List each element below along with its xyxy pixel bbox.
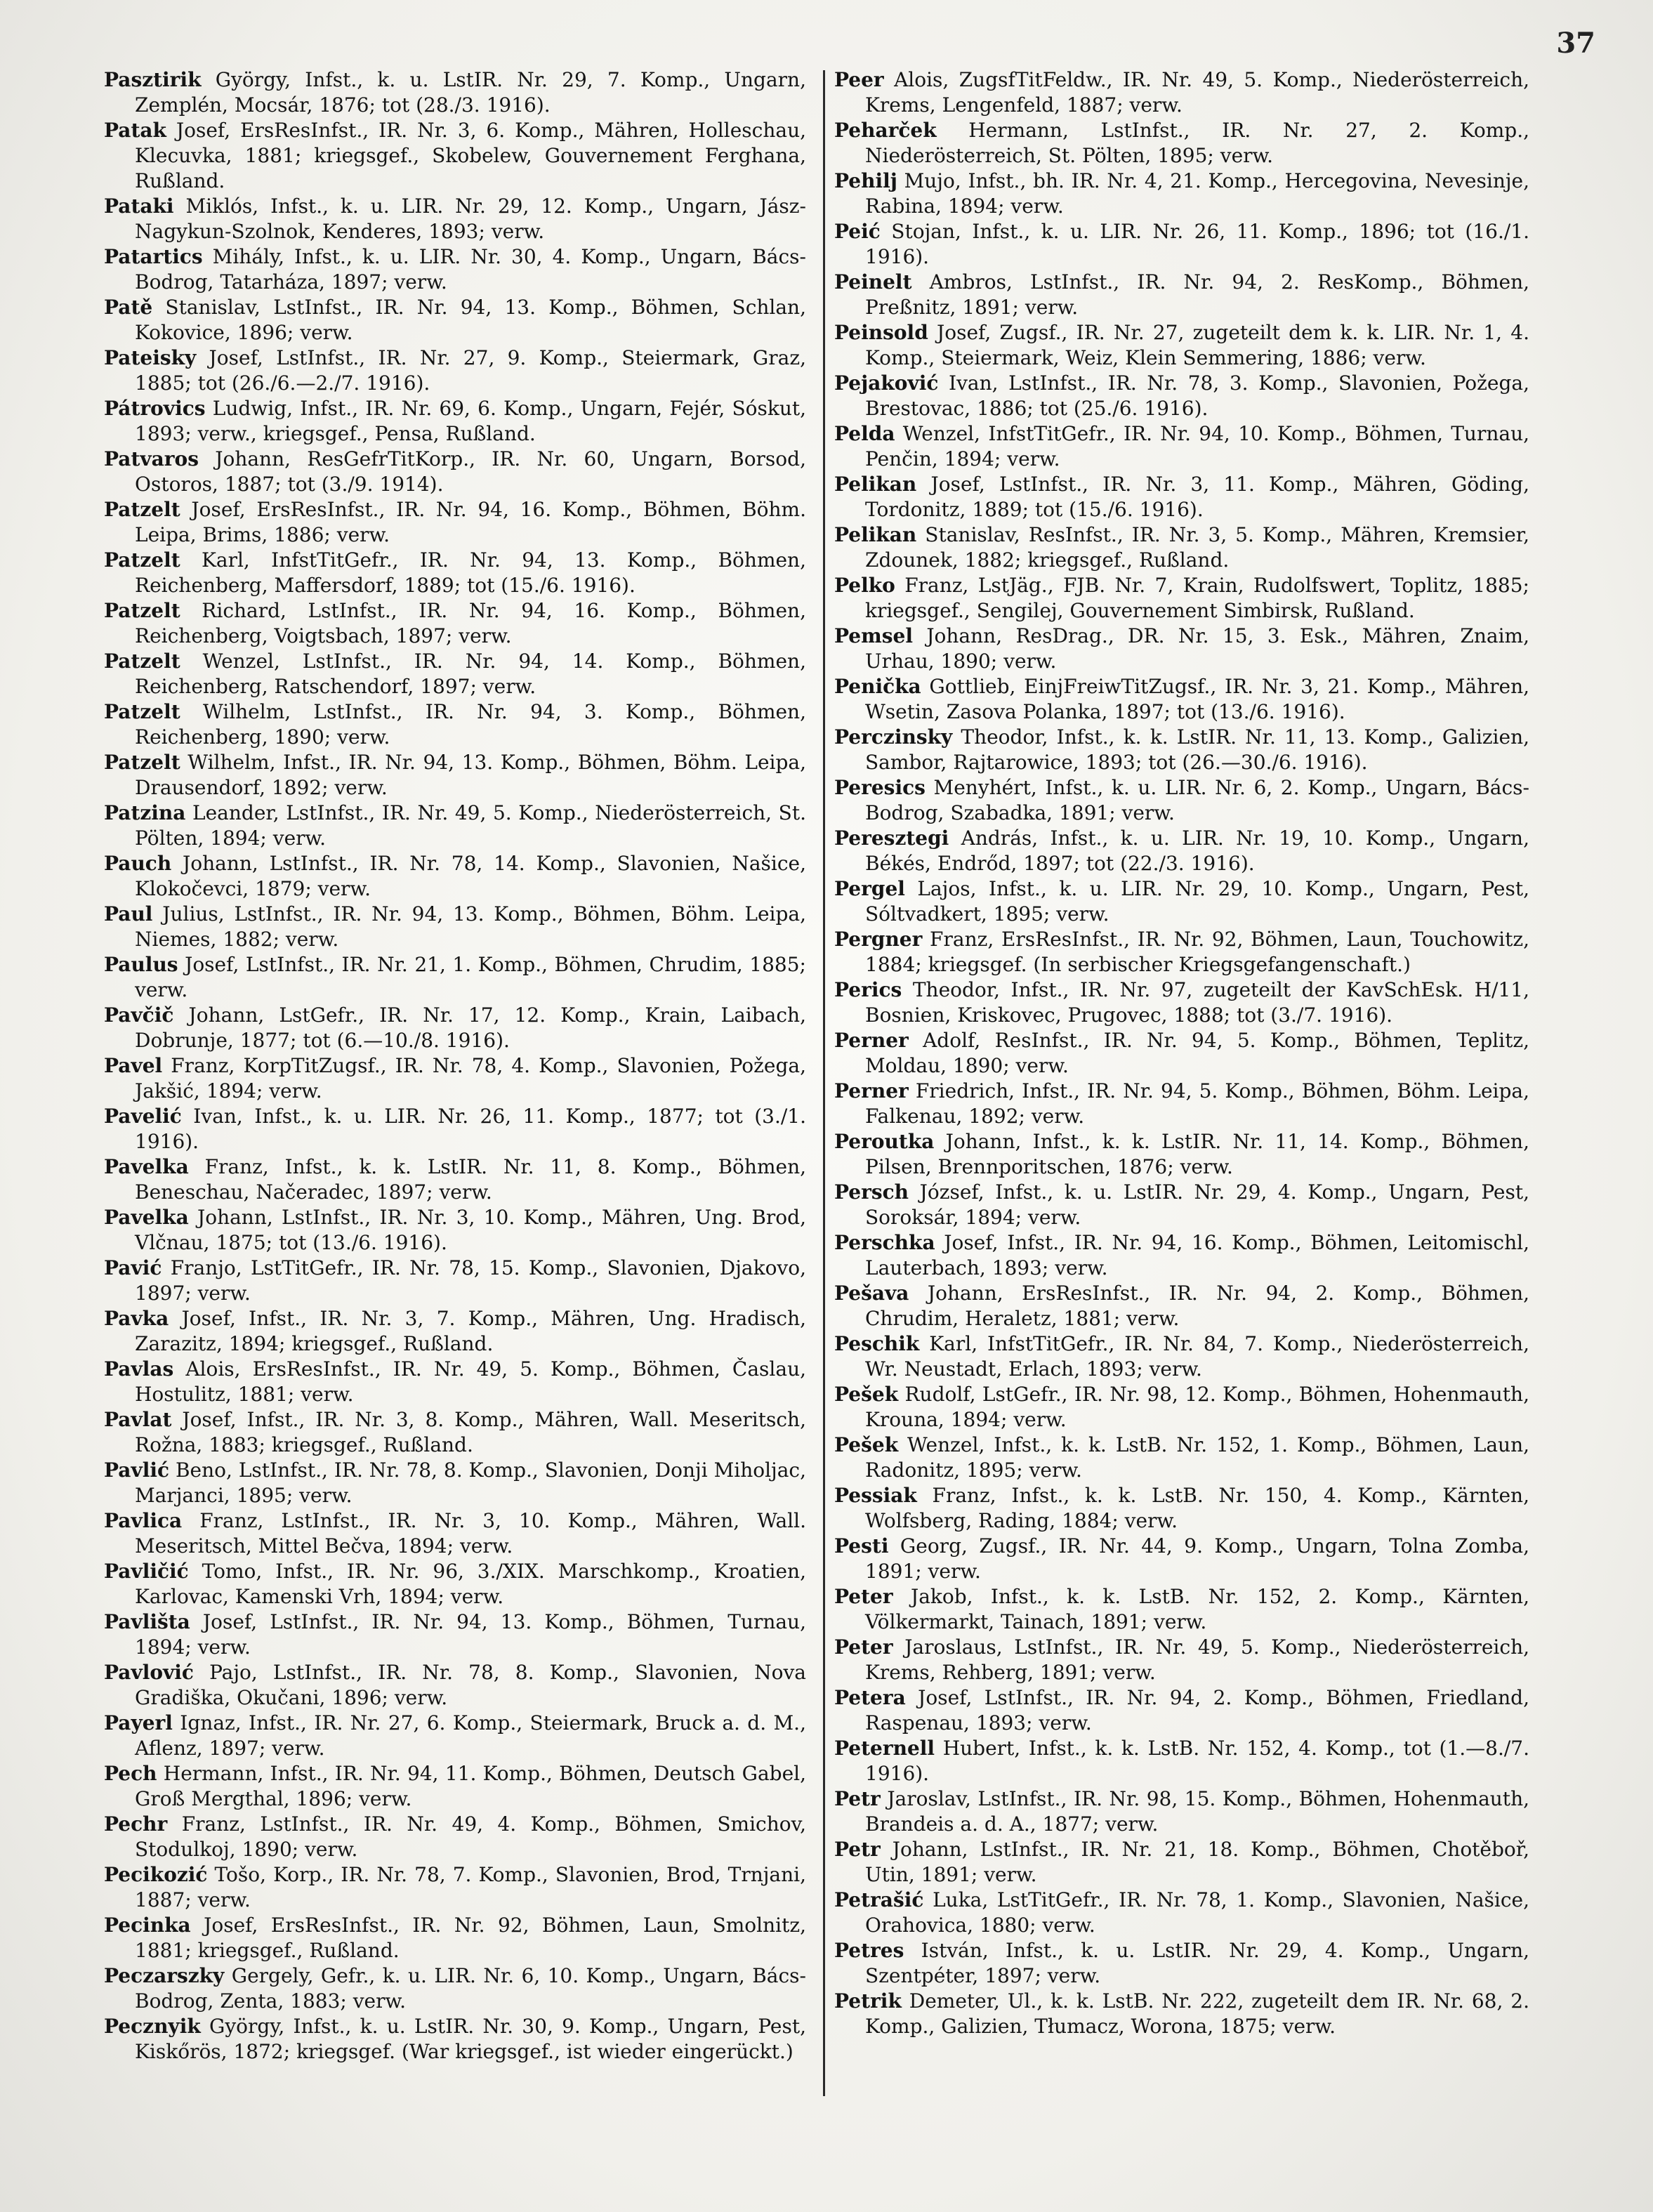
entry-details: Wilhelm, Infst., IR. Nr. 94, 13. Komp., Böhmen, Böhm. Leipa, Drausendorf, 1892; verw.: [135, 751, 806, 799]
list-entry: [104, 1559, 806, 1609]
entry-details: Hubert, Infst., k. k. LstB. Nr. 152, 4. Komp., tot (1.—8./7. 1916).: [865, 1737, 1529, 1785]
entry-surname: Patzelt: [104, 650, 180, 673]
entry-details: Tošo, Korp., IR. Nr. 78, 7. Komp., Slavonien, Brod, Trnjani, 1887; verw.: [135, 1863, 806, 1911]
entry-surname: Petr: [834, 1838, 881, 1861]
entry-surname: Pech: [104, 1762, 157, 1785]
entry-details: József, Infst., k. u. LstIR. Nr. 29, 4. Komp., Ungarn, Pest, Soroksár, 1894; verw.: [865, 1180, 1529, 1229]
entry-surname: Patzelt: [104, 700, 180, 723]
list-entry: [834, 1989, 1529, 2039]
entry-surname: Peinsold: [834, 321, 928, 344]
entry-surname: Pelko: [834, 574, 895, 597]
list-entry: [834, 674, 1529, 725]
entry-surname: Perner: [834, 1029, 909, 1052]
entry-surname: Patzina: [104, 801, 186, 824]
list-entry: [104, 118, 806, 194]
entry-details: György, Infst., k. u. LstIR. Nr. 29, 7. Komp., Ungarn, Zemplén, Mocsár, 1876; tot (28./3. 1916).: [135, 68, 806, 117]
list-entry: [834, 1433, 1529, 1483]
list-entry: [834, 1534, 1529, 1584]
list-entry: [834, 1281, 1529, 1331]
entry-surname: Pecznyik: [104, 2015, 201, 2038]
entry-details: Ludwig, Infst., IR. Nr. 69, 6. Komp., Ungarn, Fejér, Sóskut, 1893; verw., kriegsgef., Pensa, Rußland.: [135, 397, 806, 445]
list-entry: [834, 1938, 1529, 1989]
list-entry: [834, 1180, 1529, 1230]
entry-surname: Peinelt: [834, 270, 912, 294]
entry-details: Josef, LstInfst., IR. Nr. 3, 11. Komp., Mähren, Göding, Tordonitz, 1889; tot (15./6. 1916).: [865, 473, 1529, 521]
entry-details: Mihály, Infst., k. u. LIR. Nr. 30, 4. Komp., Ungarn, Bács-Bodrog, Tatarháza, 1897; verw.: [135, 245, 806, 294]
entry-details: Hermann, Infst., IR. Nr. 94, 11. Komp., Böhmen, Deutsch Gabel, Groß Mergthal, 1896; verw.: [135, 1762, 806, 1810]
list-entry: [104, 1660, 806, 1711]
list-entry: [834, 573, 1529, 624]
list-entry: [834, 1129, 1529, 1180]
entry-details: Julius, LstInfst., IR. Nr. 94, 13. Komp., Böhmen, Böhm. Leipa, Niemes, 1882; verw.: [135, 902, 806, 951]
list-entry: [834, 472, 1529, 522]
entry-details: Rudolf, LstGefr., IR. Nr. 98, 12. Komp., Böhmen, Hohenmauth, Krouna, 1894; verw.: [865, 1383, 1529, 1431]
entry-details: Johann, LstInfst., IR. Nr. 21, 18. Komp., Böhmen, Chotěboř, Utin, 1891; verw.: [865, 1838, 1529, 1886]
entry-surname: Peternell: [834, 1737, 935, 1760]
entry-details: Josef, LstInfst., IR. Nr. 94, 2. Komp., Böhmen, Friedland, Raspenau, 1893; verw.: [865, 1686, 1529, 1734]
list-entry: [104, 1205, 806, 1256]
column-divider: [823, 70, 825, 2096]
entry-surname: Patak: [104, 119, 166, 142]
entry-surname: Penička: [834, 675, 921, 698]
list-entry: [104, 1357, 806, 1407]
list-entry: [104, 902, 806, 952]
entry-details: Menyhért, Infst., k. u. LIR. Nr. 6, 2. Komp., Ungarn, Bács-Bodrog, Szabadka, 1891; verw.: [865, 776, 1529, 824]
list-entry: [834, 977, 1529, 1028]
list-entry: [104, 295, 806, 345]
list-entry: [834, 67, 1529, 118]
list-entry: [834, 624, 1529, 674]
entry-details: Josef, ErsResInfst., IR. Nr. 92, Böhmen, Laun, Smolnitz, 1881; kriegsgef., Rußland.: [135, 1914, 806, 1962]
entry-details: György, Infst., k. u. LstIR. Nr. 30, 9. Komp., Ungarn, Pest, Kiskőrös, 1872; kriegsgef. (War kriegsgef., ist wieder eingerückt.): [135, 2015, 806, 2063]
entry-surname: Pemsel: [834, 624, 913, 647]
entry-details: Gottlieb, EinjFreiwTitZugsf., IR. Nr. 3, 21. Komp., Mähren, Wsetin, Zasova Polanka, 1897; tot (13./6. 1916).: [865, 675, 1529, 723]
entry-details: Johann, ErsResInfst., IR. Nr. 94, 2. Komp., Böhmen, Chrudim, Heraletz, 1881; verw.: [865, 1282, 1529, 1330]
entry-details: Theodor, Infst., IR. Nr. 97, zugeteilt der KavSchEsk. H/11, Bosnien, Kriskovec, Prugovec, 1888; tot (3./7. 1916).: [865, 978, 1529, 1027]
page-number: 37: [1556, 27, 1595, 60]
entry-surname: Pešava: [834, 1282, 909, 1305]
entry-details: Josef, ErsResInfst., IR. Nr. 3, 6. Komp., Mähren, Holleschau, Klecuvka, 1881; kriegsgef., Skobelew, Gouvernement Ferghana, Rußland.: [135, 119, 806, 192]
list-entry: [834, 1382, 1529, 1433]
list-entry: [104, 952, 806, 1003]
list-entry: [834, 118, 1529, 169]
entry-details: Jakob, Infst., k. k. LstB. Nr. 152, 2. Komp., Kärnten, Völkermarkt, Tainach, 1891; verw.: [865, 1585, 1529, 1633]
right-column: [834, 67, 1529, 2146]
list-entry: [834, 1483, 1529, 1534]
entry-details: Luka, LstTitGefr., IR. Nr. 78, 1. Komp., Slavonien, Našice, Orahovica, 1880; verw.: [865, 1888, 1529, 1937]
list-entry: [104, 2014, 806, 2065]
entry-details: Alois, ErsResInfst., IR. Nr. 49, 5. Komp., Böhmen, Časlau, Hostulitz, 1881; verw.: [135, 1357, 806, 1406]
entry-surname: Patvaros: [104, 447, 199, 470]
list-entry: [104, 396, 806, 447]
entry-surname: Pelda: [834, 422, 895, 445]
entry-details: Johann, LstGefr., IR. Nr. 17, 12. Komp., Krain, Laibach, Dobrunje, 1877; tot (6.—10./8. 1916).: [135, 1003, 806, 1052]
list-entry: [104, 345, 806, 396]
entry-details: Ambros, LstInfst., IR. Nr. 94, 2. ResKomp., Böhmen, Preßnitz, 1891; verw.: [865, 270, 1529, 319]
list-entry: [104, 1256, 806, 1306]
entry-details: Richard, LstInfst., IR. Nr. 94, 16. Komp., Böhmen, Reichenberg, Voigtsbach, 1897; verw.: [135, 599, 806, 647]
entry-details: Josef, LstInfst., IR. Nr. 21, 1. Komp., Böhmen, Chrudim, 1885; verw.: [135, 953, 806, 1001]
list-entry: [104, 67, 806, 118]
list-entry: [104, 598, 806, 649]
list-entry: [104, 1963, 806, 2014]
entry-details: Johann, LstInfst., IR. Nr. 3, 10. Komp., Mähren, Ung. Brod, Vlčnau, 1875; tot (13./6. 1916).: [135, 1206, 806, 1254]
entry-details: Franz, LstInfst., IR. Nr. 3, 10. Komp., Mähren, Wall. Meseritsch, Mittel Bečva, 1894; verw.: [135, 1509, 806, 1558]
entry-surname: Pataki: [104, 195, 174, 218]
entry-surname: Pesti: [834, 1534, 889, 1558]
entry-details: Jaroslav, LstInfst., IR. Nr. 98, 15. Komp., Böhmen, Hohenmauth, Brandeis a. d. A., 1877; verw.: [865, 1787, 1529, 1836]
list-entry: [834, 522, 1529, 573]
list-entry: [834, 1837, 1529, 1888]
list-entry: [104, 750, 806, 801]
list-entry: [104, 447, 806, 497]
entry-details: Wilhelm, LstInfst., IR. Nr. 94, 3. Komp., Böhmen, Reichenberg, 1890; verw.: [135, 700, 806, 749]
entry-surname: Patzelt: [104, 548, 180, 572]
entry-surname: Pejaković: [834, 371, 939, 395]
entry-details: Theodor, Infst., k. k. LstIR. Nr. 11, 13. Komp., Galizien, Sambor, Rajtarowice, 1893; tot (26.—30./6. 1916).: [865, 725, 1529, 774]
entry-surname: Petres: [834, 1939, 904, 1962]
entry-details: Miklós, Infst., k. u. LIR. Nr. 29, 12. Komp., Ungarn, Jász-Nagykun-Szolnok, Kenderes, 1893; verw.: [135, 195, 806, 243]
entry-surname: Patzelt: [104, 751, 180, 774]
entry-surname: Perner: [834, 1079, 909, 1102]
entry-surname: Pelikan: [834, 523, 917, 546]
entry-surname: Petr: [834, 1787, 881, 1810]
entry-details: Mujo, Infst., bh. IR. Nr. 4, 21. Komp., Hercegovina, Nevesinje, Rabina, 1894; verw.: [865, 169, 1529, 218]
entry-surname: Pavlić: [104, 1459, 170, 1482]
entry-surname: Perics: [834, 978, 902, 1001]
entry-details: Franz, Infst., k. k. LstB. Nr. 150, 4. Komp., Kärnten, Wolfsberg, Rading, 1884; verw.: [865, 1484, 1529, 1532]
entry-details: Lajos, Infst., k. u. LIR. Nr. 29, 10. Komp., Ungarn, Pest, Sóltvadkert, 1895; verw.: [865, 877, 1529, 926]
entry-surname: Pessiak: [834, 1484, 917, 1507]
entry-details: Franjo, LstTitGefr., IR. Nr. 78, 15. Komp., Slavonien, Djakovo, 1897; verw.: [135, 1256, 806, 1305]
entry-details: Stanislav, ResInfst., IR. Nr. 3, 5. Komp., Mähren, Kremsier, Zdounek, 1882; kriegsgef., Rußland.: [865, 523, 1529, 572]
list-entry: [104, 851, 806, 902]
list-entry: [104, 1609, 806, 1660]
entry-surname: Pavlat: [104, 1408, 172, 1431]
entry-details: Ignaz, Infst., IR. Nr. 27, 6. Komp., Steiermark, Bruck a. d. M., Aflenz, 1897; verw.: [135, 1711, 806, 1760]
entry-surname: Pavelka: [104, 1206, 189, 1229]
entry-surname: Patzelt: [104, 498, 180, 521]
entry-surname: Pehilj: [834, 169, 897, 192]
list-entry: [834, 219, 1529, 270]
entry-surname: Peschik: [834, 1332, 920, 1355]
list-entry: [834, 320, 1529, 371]
entry-details: Friedrich, Infst., IR. Nr. 94, 5. Komp., Böhmen, Böhm. Leipa, Falkenau, 1892; verw.: [865, 1079, 1529, 1128]
list-entry: [104, 1508, 806, 1559]
entry-surname: Pešek: [834, 1433, 899, 1456]
list-entry: [104, 1154, 806, 1205]
entry-surname: Pasztirik: [104, 68, 202, 91]
list-entry: [834, 1736, 1529, 1786]
list-entry: [104, 1053, 806, 1104]
entry-surname: Pauch: [104, 852, 172, 875]
entry-surname: Patzelt: [104, 599, 180, 622]
entry-details: Karl, InfstTitGefr., IR. Nr. 84, 7. Komp., Niederösterreich, Wr. Neustadt, Erlach, 1893; verw.: [865, 1332, 1529, 1381]
list-entry: [104, 1104, 806, 1154]
entry-details: Johann, Infst., k. k. LstIR. Nr. 11, 14. Komp., Böhmen, Pilsen, Brennporitschen, 1876; verw.: [865, 1130, 1529, 1178]
entry-details: Ivan, Infst., k. u. LIR. Nr. 26, 11. Komp., 1877; tot (3./1. 1916).: [135, 1105, 806, 1153]
entry-surname: Pavlišta: [104, 1610, 190, 1633]
entry-surname: Pecikozić: [104, 1863, 208, 1886]
entry-details: Beno, LstInfst., IR. Nr. 78, 8. Komp., Slavonien, Donji Miholjac, Marjanci, 1895; verw.: [135, 1459, 806, 1507]
entry-details: Josef, Infst., IR. Nr. 3, 8. Komp., Mähren, Wall. Meseritsch, Rožna, 1883; kriegsgef., Rußland.: [135, 1408, 806, 1456]
entry-details: Jaroslaus, LstInfst., IR. Nr. 49, 5. Komp., Niederösterreich, Krems, Rehberg, 1891; verw.: [865, 1635, 1529, 1684]
entry-details: Gergely, Gefr., k. u. LIR. Nr. 6, 10. Komp., Ungarn, Bács-Bodrog, Zenta, 1883; verw.: [135, 1964, 806, 2013]
entry-details: Josef, ErsResInfst., IR. Nr. 94, 16. Komp., Böhmen, Böhm. Leipa, Brims, 1886; verw.: [135, 498, 806, 546]
entry-surname: Paul: [104, 902, 153, 926]
list-entry: [834, 371, 1529, 421]
entry-details: Stanislav, LstInfst., IR. Nr. 94, 13. Komp., Böhmen, Schlan, Kokovice, 1896; verw.: [135, 296, 806, 344]
entry-details: Franz, KorpTitZugsf., IR. Nr. 78, 4. Komp., Slavonien, Požega, Jakšić, 1894; verw.: [135, 1054, 806, 1102]
list-entry: [104, 801, 806, 851]
entry-details: Josef, LstInfst., IR. Nr. 94, 13. Komp., Böhmen, Turnau, 1894; verw.: [135, 1610, 806, 1659]
entry-surname: Pavelić: [104, 1105, 182, 1128]
list-entry: [834, 270, 1529, 320]
entry-surname: Pavka: [104, 1307, 169, 1330]
entry-surname: Peczarszky: [104, 1964, 225, 1987]
entry-details: Johann, ResDrag., DR. Nr. 15, 3. Esk., Mähren, Znaim, Urhau, 1890; verw.: [865, 624, 1529, 673]
list-entry: [104, 699, 806, 750]
entry-details: András, Infst., k. u. LIR. Nr. 19, 10. Komp., Ungarn, Békés, Endrőd, 1897; tot (22./3. 1916).: [865, 827, 1529, 875]
entry-details: Franz, LstJäg., FJB. Nr. 7, Krain, Rudolfswert, Toplitz, 1885; kriegsgef., Sengilej, Gouvernement Simbirsk, Rußland.: [865, 574, 1529, 622]
list-entry: [104, 244, 806, 295]
list-entry: [104, 1862, 806, 1913]
entry-surname: Pavčič: [104, 1003, 174, 1027]
entry-details: Franz, Infst., k. k. LstIR. Nr. 11, 8. Komp., Böhmen, Beneschau, Načeradec, 1897; verw.: [135, 1155, 806, 1204]
entry-details: Wenzel, InfstTitGefr., IR. Nr. 94, 10. Komp., Böhmen, Turnau, Penčin, 1894; verw.: [865, 422, 1529, 470]
entry-details: Leander, LstInfst., IR. Nr. 49, 5. Komp., Niederösterreich, St. Pölten, 1894; verw.: [135, 801, 806, 850]
entry-surname: Peić: [834, 220, 881, 243]
entry-details: Wenzel, LstInfst., IR. Nr. 94, 14. Komp., Böhmen, Reichenberg, Ratschendorf, 1897; verw.: [135, 650, 806, 698]
list-entry: [834, 1888, 1529, 1938]
entry-details: Tomo, Infst., IR. Nr. 96, 3./XIX. Marschkomp., Kroatien, Karlovac, Kamenski Vrh, 1894; verw.: [135, 1560, 806, 1608]
list-entry: [834, 169, 1529, 219]
entry-surname: Pelikan: [834, 473, 917, 496]
entry-details: Karl, InfstTitGefr., IR. Nr. 94, 13. Komp., Böhmen, Reichenberg, Maffersdorf, 1889; tot (15./6. 1916).: [135, 548, 806, 597]
list-entry: [104, 1306, 806, 1357]
entry-details: Franz, ErsResInfst., IR. Nr. 92, Böhmen, Laun, Touchowitz, 1884; kriegsgef. (In serbischer Kriegsgefangenschaft.): [865, 928, 1529, 976]
list-entry: [104, 194, 806, 244]
entry-details: Georg, Zugsf., IR. Nr. 44, 9. Komp., Ungarn, Tolna Zomba, 1891; verw.: [865, 1534, 1529, 1583]
entry-surname: Peharček: [834, 119, 937, 142]
list-entry: [104, 1761, 806, 1812]
entry-details: Stojan, Infst., k. u. LIR. Nr. 26, 11. Komp., 1896; tot (16./1. 1916).: [865, 220, 1529, 268]
entry-details: Josef, Infst., IR. Nr. 3, 7. Komp., Mähren, Ung. Hradisch, Zarazitz, 1894; kriegsgef., Rußland.: [135, 1307, 806, 1355]
entry-surname: Petrik: [834, 1989, 902, 2013]
entry-surname: Pátrovics: [104, 397, 206, 420]
entry-details: Josef, Zugsf., IR. Nr. 27, zugeteilt dem k. k. LIR. Nr. 1, 4. Komp., Steiermark, Weiz, Klein Semmering, 1886; verw.: [865, 321, 1529, 369]
entry-surname: Pavel: [104, 1054, 163, 1077]
list-entry: [104, 1812, 806, 1862]
list-entry: [834, 1786, 1529, 1837]
entry-surname: Pecinka: [104, 1914, 191, 1937]
entry-surname: Pavlica: [104, 1509, 183, 1532]
entry-surname: Peter: [834, 1635, 893, 1659]
entry-surname: Persch: [834, 1180, 909, 1204]
entry-details: Pajo, LstInfst., IR. Nr. 78, 8. Komp., Slavonien, Nova Gradiška, Okučani, 1896; verw.: [135, 1661, 806, 1709]
entry-surname: Pergel: [834, 877, 905, 900]
entry-surname: Perczinsky: [834, 725, 953, 749]
entry-surname: Paulus: [104, 953, 178, 976]
list-entry: [104, 649, 806, 699]
list-entry: [834, 1685, 1529, 1736]
list-entry: [104, 548, 806, 598]
entry-surname: Peresics: [834, 776, 926, 799]
entry-surname: Peroutka: [834, 1130, 935, 1153]
entry-surname: Petrašić: [834, 1888, 924, 1911]
list-entry: [834, 775, 1529, 826]
list-entry: [834, 927, 1529, 977]
entry-details: Demeter, Ul., k. k. LstB. Nr. 222, zugeteilt dem IR. Nr. 68, 2. Komp., Galizien, Tłumacz, Worona, 1875; verw.: [865, 1989, 1529, 2038]
entry-details: Johann, LstInfst., IR. Nr. 78, 14. Komp., Slavonien, Našice, Klokočevci, 1879; verw.: [135, 852, 806, 900]
entry-surname: Pavličić: [104, 1560, 189, 1583]
list-entry: [104, 1407, 806, 1458]
entry-details: Adolf, ResInfst., IR. Nr. 94, 5. Komp., Böhmen, Teplitz, Moldau, 1890; verw.: [865, 1029, 1529, 1077]
entry-surname: Peter: [834, 1585, 893, 1608]
list-entry: [104, 497, 806, 548]
entry-details: István, Infst., k. u. LstIR. Nr. 29, 4. Komp., Ungarn, Szentpéter, 1897; verw.: [865, 1939, 1529, 1987]
list-entry: [834, 725, 1529, 775]
entry-details: Hermann, LstInfst., IR. Nr. 27, 2. Komp., Niederösterreich, St. Pölten, 1895; verw.: [865, 119, 1529, 167]
list-entry: [834, 421, 1529, 472]
entry-surname: Pateisky: [104, 346, 197, 369]
entry-details: Franz, LstInfst., IR. Nr. 49, 4. Komp., Böhmen, Smichov, Stodulkoj, 1890; verw.: [135, 1812, 806, 1861]
entry-surname: Pergner: [834, 928, 923, 951]
entry-surname: Pavelka: [104, 1155, 189, 1178]
list-entry: [834, 826, 1529, 876]
entry-details: Ivan, LstInfst., IR. Nr. 78, 3. Komp., Slavonien, Požega, Brestovac, 1886; tot (25./6. 1916).: [865, 371, 1529, 420]
entry-surname: Peer: [834, 68, 884, 91]
entry-surname: Petera: [834, 1686, 906, 1709]
list-entry: [104, 1711, 806, 1761]
list-entry: [834, 1028, 1529, 1079]
entry-surname: Pešek: [834, 1383, 899, 1406]
entry-details: Josef, Infst., IR. Nr. 94, 16. Komp., Böhmen, Leitomischl, Lauterbach, 1893; verw.: [865, 1231, 1529, 1279]
entry-surname: Peresztegi: [834, 827, 949, 850]
entry-surname: Perschka: [834, 1231, 935, 1254]
entry-surname: Patartics: [104, 245, 203, 268]
entry-details: Wenzel, Infst., k. k. LstB. Nr. 152, 1. Komp., Böhmen, Laun, Radonitz, 1895; verw.: [865, 1433, 1529, 1482]
left-column: [104, 67, 806, 2146]
entry-surname: Pechr: [104, 1812, 168, 1836]
list-entry: [834, 1635, 1529, 1685]
list-entry: [104, 1458, 806, 1508]
entry-details: Alois, ZugsfTitFeldw., IR. Nr. 49, 5. Komp., Niederösterreich, Krems, Lengenfeld, 1887; verw.: [865, 68, 1529, 117]
list-entry: [104, 1913, 806, 1963]
list-entry: [834, 1331, 1529, 1382]
entry-surname: Payerl: [104, 1711, 173, 1734]
list-entry: [834, 876, 1529, 927]
entry-details: Johann, ResGefrTitKorp., IR. Nr. 60, Ungarn, Borsod, Ostoros, 1887; tot (3./9. 1914).: [135, 447, 806, 496]
list-entry: [834, 1230, 1529, 1281]
list-entry: [834, 1079, 1529, 1129]
entry-surname: Pavlović: [104, 1661, 194, 1684]
list-entry: [834, 1584, 1529, 1635]
entry-surname: Pavić: [104, 1256, 162, 1279]
entry-details: Josef, LstInfst., IR. Nr. 27, 9. Komp., Steiermark, Graz, 1885; tot (26./6.—2./7. 1916).: [135, 346, 806, 395]
entry-surname: Patě: [104, 296, 153, 319]
entry-surname: Pavlas: [104, 1357, 174, 1381]
list-entry: [104, 1003, 806, 1053]
